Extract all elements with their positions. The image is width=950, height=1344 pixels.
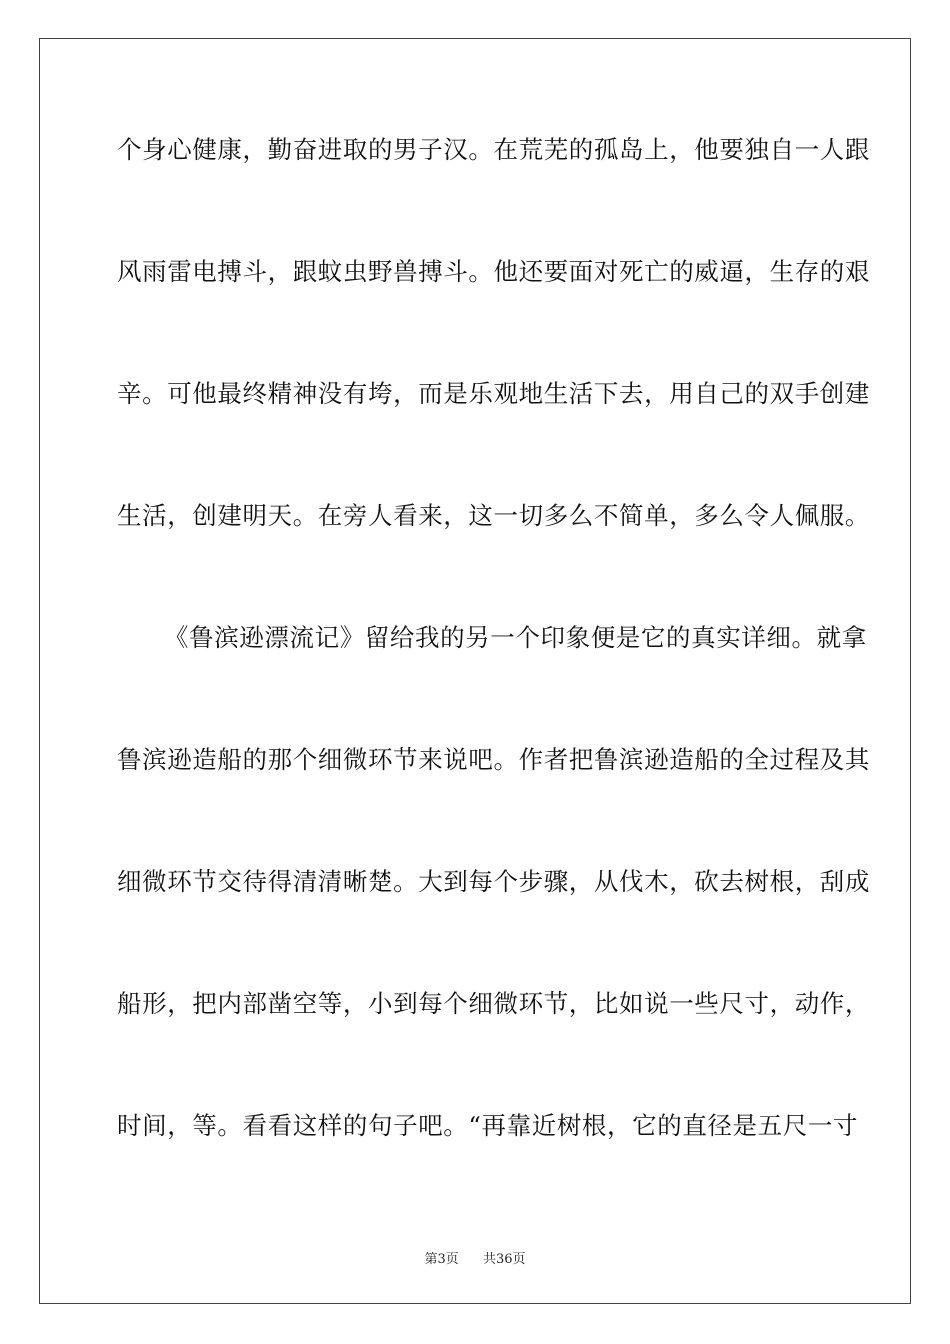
body-text (117, 132, 870, 1230)
text-line: 个身心健康，勤奋进取的男子汉。在荒芜的孤岛上，他要独自一人跟 (117, 135, 870, 164)
page-number: 第3页 (424, 1252, 459, 1267)
text-line: 细微环节交待得清清晰楚。大到每个步骤，从伐木，砍去树根，刮成 (117, 867, 870, 896)
text-line: 生活，创建明天。在旁人看来，这一切多么不简单，多么令人佩服。 (117, 501, 870, 530)
text-line: 时间，等。看看这样的句子吧。“再靠近树根，它的直径是五尺一寸 (117, 1111, 859, 1140)
page-footer (0, 1248, 950, 1267)
text-line: 辛。可他最终精神没有垮，而是乐观地生活下去，用自己的双手创建 (117, 379, 870, 408)
text-line: 船形，把内部凿空等，小到每个细微环节，比如说一些尺寸，动作， (117, 989, 870, 1018)
paragraph-first-line: 《鲁滨逊漂流记》留给我的另一个印象便是它的真实详细。就拿 (164, 623, 867, 652)
total-pages: 共36页 (483, 1252, 526, 1267)
text-line: 风雨雷电搏斗，跟蚊虫野兽搏斗。他还要面对死亡的威逼，生存的艰 (117, 257, 870, 286)
text-line: 鲁滨逊造船的那个细微环节来说吧。作者把鲁滨逊造船的全过程及其 (117, 745, 870, 774)
